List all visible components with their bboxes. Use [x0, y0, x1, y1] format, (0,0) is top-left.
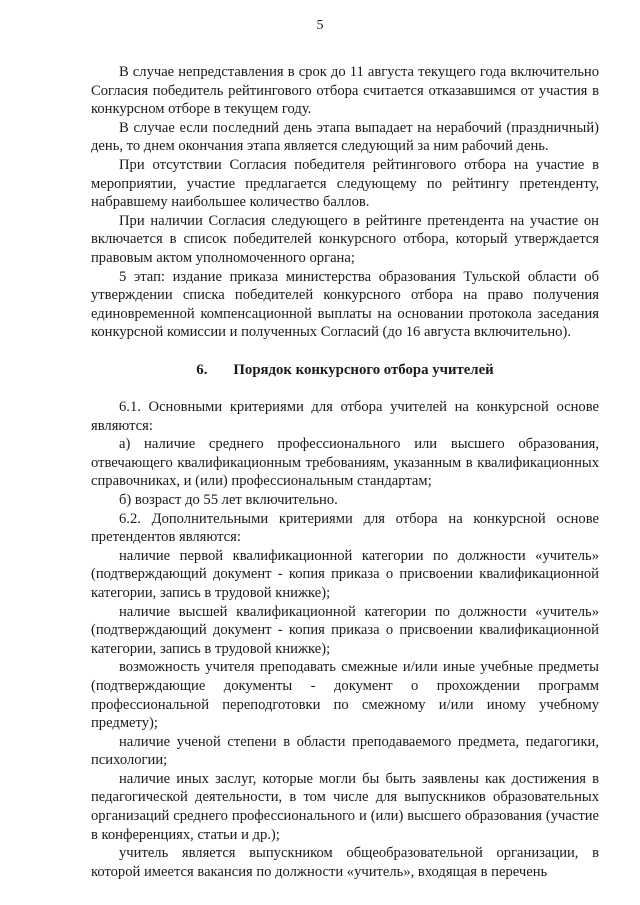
section-number: 6.	[196, 362, 208, 378]
paragraph: наличие иных заслуг, которые могли бы быть заявлены как достижения в педагогической деятельности, в том числе для выпускников образовательных организаций среднего профессионального и (или) высшего образования (участие в конференциях, статьи и др.);	[91, 770, 599, 843]
paragraph: наличие ученой степени в области преподаваемого предмета, педагогики, психологии;	[91, 733, 599, 769]
paragraph: При наличии Согласия следующего в рейтинге претендента на участие он включается в список победителей конкурсного отбора, который утверждается правовым актом уполномоченного органа;	[91, 212, 599, 266]
paragraph: 6.1. Основными критериями для отбора учителей на конкурсной основе являются:	[91, 399, 599, 434]
paragraph: 5 этап: издание приказа министерства образования Тульской области об утверждении списка победителей конкурсного отбора на право получения единовременной компенсационной выплаты на основании протокола заседания конкурсной комиссии и полученных Согласий (до 16 августа включительно).	[91, 268, 599, 341]
paragraph: наличие первой квалификационной категории по должности «учитель» (подтверждающий документ - копия приказа о присвоении квалификационной категории, запись в трудовой книжке);	[91, 547, 599, 601]
paragraph: а) наличие среднего профессионального или высшего образования, отвечающего квалификационным требованиям, указанным в квалификационных справочниках, и (или) профессиональным стандартам;	[91, 436, 599, 490]
paragraph: В случае непредставления в срок до 11 августа текущего года включительно Согласия победитель рейтингового отбора считается отказавшимся от участия в конкурсном отборе в текущем году.	[91, 64, 599, 118]
page-number: 5	[316, 18, 324, 33]
section-heading	[91, 361, 599, 380]
body-bottom	[91, 398, 599, 881]
paragraph: наличие высшей квалификационной категории по должности «учитель» (подтверждающий документ - копия приказа о присвоении квалификационной категории, запись в трудовой книжке);	[91, 603, 599, 657]
section-title: Порядок конкурсного отбора учителей	[233, 362, 494, 378]
paragraph: б) возраст до 55 лет включительно.	[119, 491, 338, 508]
paragraph: При отсутствии Согласия победителя рейтингового отбора на участие в мероприятии, участие предлагается следующему по рейтингу претенденту, набравшему наибольшее количество баллов.	[91, 156, 599, 211]
paragraph: 6.2. Дополнительными критериями для отбора на конкурсной основе претендентов являются:	[91, 510, 599, 546]
paragraph: возможность учителя преподавать смежные и/или иные учебные предметы (подтверждающие документы - документ о прохождении программ профессиональной переподготовки по смежному и/или иному учебному предмету);	[91, 659, 599, 732]
paragraph: учитель является выпускником общеобразовательной организации, в которой имеется вакансия по должности «учитель», входящая в перечень	[91, 845, 599, 880]
body-top	[91, 63, 599, 342]
paragraph: В случае если последний день этапа выпадает на нерабочий (праздничный) день, то днем окончания этапа является следующий за ним рабочий день.	[91, 119, 599, 155]
